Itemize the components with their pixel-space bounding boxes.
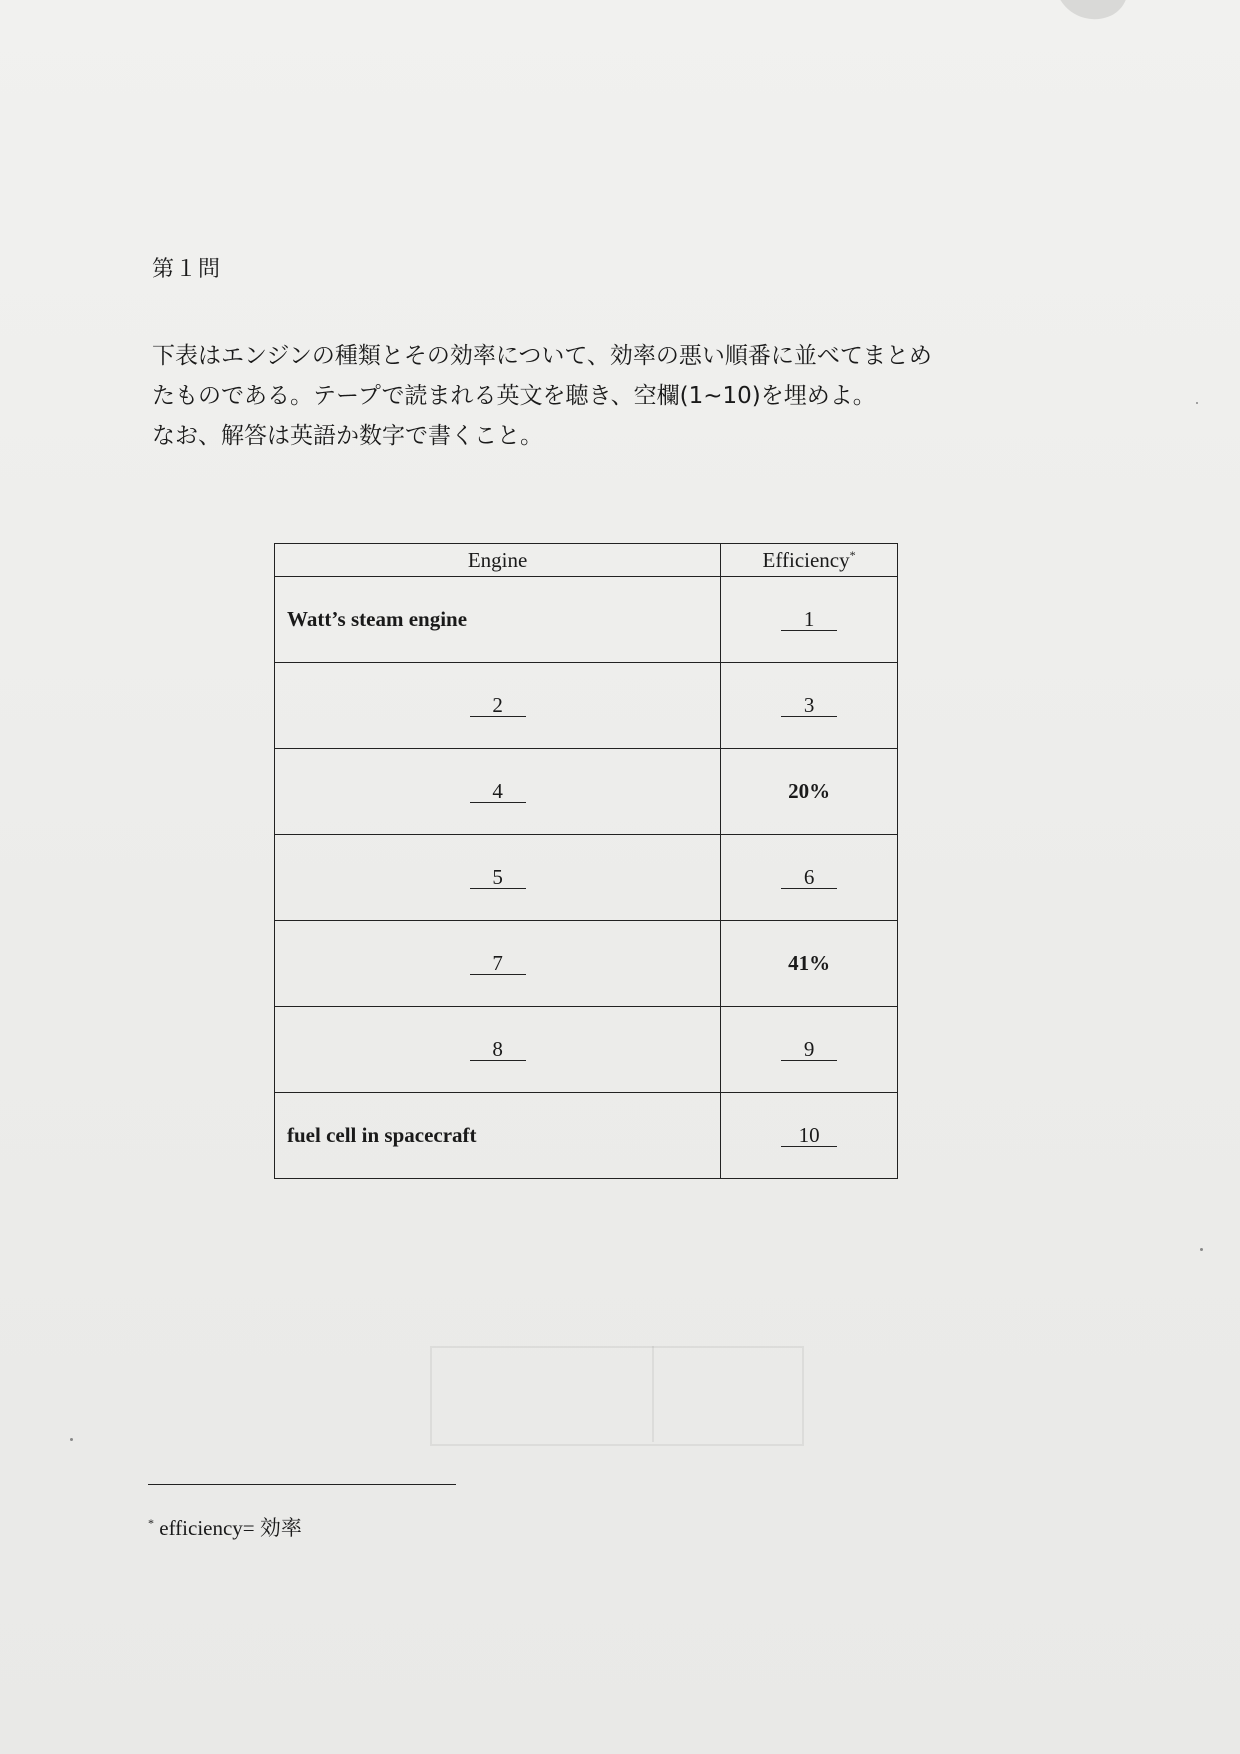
engine-cell bbox=[275, 749, 721, 835]
table-row bbox=[275, 749, 898, 835]
header-engine: Engine bbox=[275, 544, 721, 577]
header-efficiency-label: Efficiency bbox=[762, 547, 850, 572]
instruction-line: 下表はエンジンの種類とその効率について、効率の悪い順番に並べてまとめ bbox=[152, 343, 932, 369]
footnote-marker: * bbox=[849, 547, 856, 562]
bleed-through-box bbox=[430, 1346, 804, 1446]
question-heading: 第１問 bbox=[152, 257, 222, 282]
table-header-row bbox=[275, 544, 898, 577]
table-body bbox=[275, 577, 898, 1179]
footnote-text: efficiency= 効率 bbox=[159, 1516, 302, 1540]
header-efficiency bbox=[721, 544, 898, 577]
table-row bbox=[275, 663, 898, 749]
table-row bbox=[275, 577, 898, 663]
engine-cell bbox=[275, 663, 721, 749]
engine-cell bbox=[275, 835, 721, 921]
table-row bbox=[275, 1093, 898, 1179]
engine-cell bbox=[275, 1007, 721, 1093]
engine-cell bbox=[275, 921, 721, 1007]
efficiency-cell bbox=[721, 663, 898, 749]
efficiency-value: 20% bbox=[788, 779, 831, 803]
paper-speck bbox=[70, 1438, 73, 1441]
answer-blank: 10 bbox=[781, 1124, 837, 1147]
efficiency-cell bbox=[721, 835, 898, 921]
table-row bbox=[275, 1007, 898, 1093]
answer-blank: 8 bbox=[470, 1038, 526, 1061]
engine-cell: Watt’s steam engine bbox=[275, 577, 721, 663]
answer-blank: 6 bbox=[781, 866, 837, 889]
efficiency-value: 41% bbox=[788, 951, 831, 975]
answer-blank: 7 bbox=[470, 952, 526, 975]
answer-blank: 5 bbox=[470, 866, 526, 889]
table-row bbox=[275, 921, 898, 1007]
efficiency-cell bbox=[721, 749, 898, 835]
engine-efficiency-table bbox=[274, 543, 898, 1179]
paper-speck bbox=[1200, 1248, 1203, 1251]
instruction-line: なお、解答は英語か数字で書くこと。 bbox=[152, 423, 543, 449]
answer-blank: 9 bbox=[781, 1038, 837, 1061]
answer-blank: 4 bbox=[470, 780, 526, 803]
table-row bbox=[275, 835, 898, 921]
bleed-through-box-divider bbox=[652, 1346, 654, 1442]
engine-cell: fuel cell in spacecraft bbox=[275, 1093, 721, 1179]
efficiency-cell bbox=[721, 577, 898, 663]
answer-blank: 1 bbox=[781, 608, 837, 631]
instructions bbox=[152, 336, 1052, 456]
paper-speck bbox=[1196, 402, 1198, 404]
instruction-line: たものである。テープで読まれる英文を聴き、空欄(1~10)を埋めよ。 bbox=[152, 383, 876, 409]
footnote-rule bbox=[148, 1484, 456, 1485]
efficiency-cell bbox=[721, 1007, 898, 1093]
footnote bbox=[148, 1512, 302, 1542]
footnote-mark: * bbox=[148, 1516, 154, 1530]
efficiency-cell bbox=[721, 1093, 898, 1179]
answer-blank: 2 bbox=[470, 694, 526, 717]
efficiency-cell bbox=[721, 921, 898, 1007]
answer-blank: 3 bbox=[781, 694, 837, 717]
